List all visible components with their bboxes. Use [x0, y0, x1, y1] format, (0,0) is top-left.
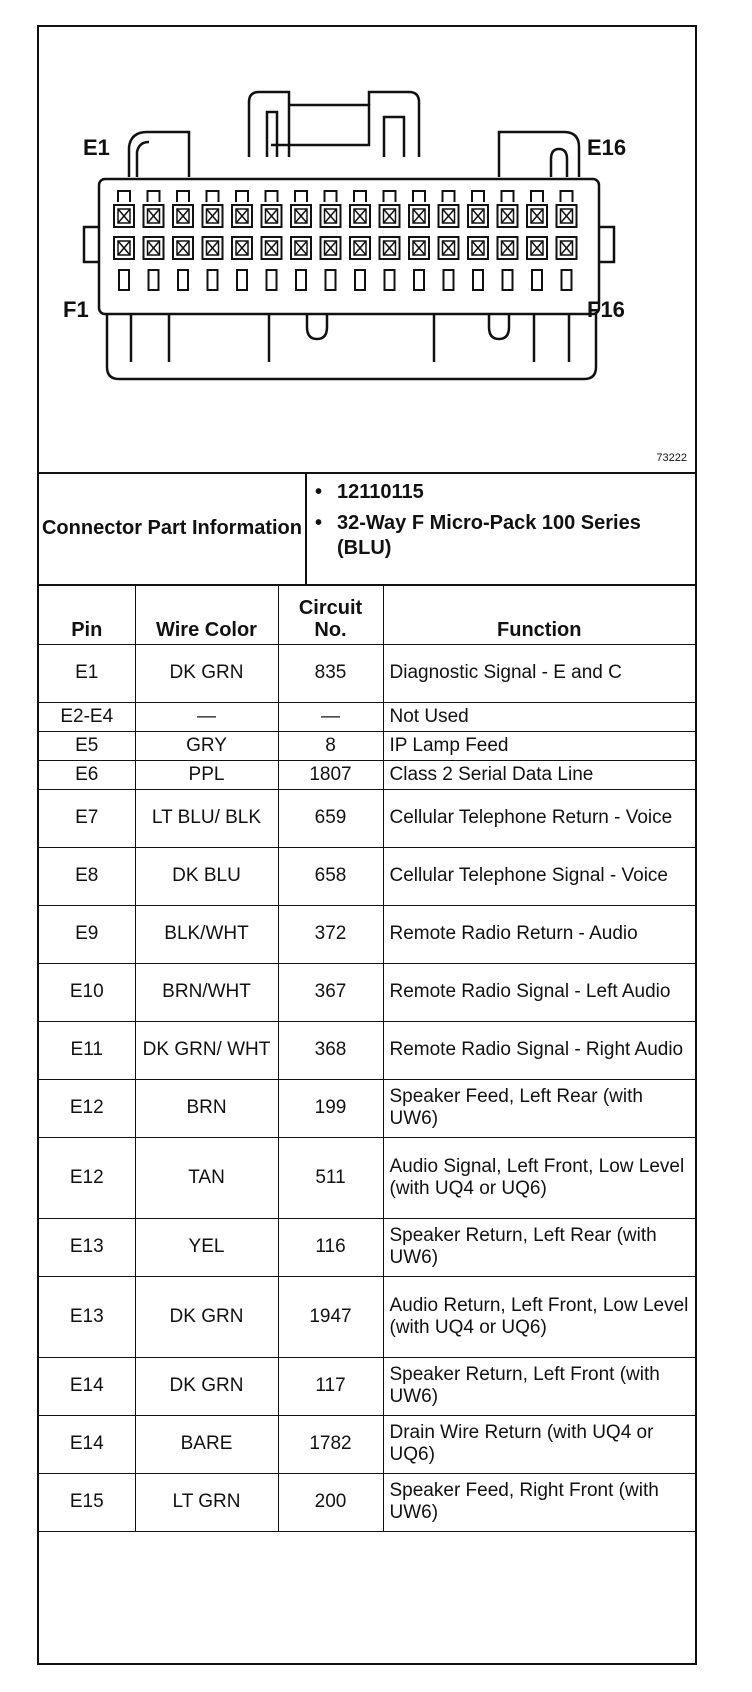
pin-latch: [502, 191, 514, 202]
cell-pin: E14: [39, 1357, 135, 1415]
table-row: [39, 1473, 695, 1531]
cell-function: Cellular Telephone Return - Voice: [383, 789, 695, 847]
table-row: [39, 789, 695, 847]
cell-wire-color: BLK/WHT: [135, 905, 278, 963]
pin-slot: [562, 270, 572, 290]
cell-pin: E2-E4: [39, 702, 135, 731]
bullet-connector-type: • 32-Way F Micro-Pack 100 Series (BLU): [315, 512, 641, 559]
pin-latch: [236, 191, 248, 202]
cell-pin: E8: [39, 847, 135, 905]
pin-label-f1: F1: [63, 297, 89, 322]
cell-pin: E10: [39, 963, 135, 1021]
pin-slot: [473, 270, 483, 290]
pin-slot: [414, 270, 424, 290]
cell-wire-color: DK BLU: [135, 847, 278, 905]
cell-circuit: 1807: [278, 760, 383, 789]
cell-wire-color: —: [135, 702, 278, 731]
connector-info-bullets: [307, 480, 691, 567]
table-row: [39, 905, 695, 963]
pin-slot: [296, 270, 306, 290]
cell-pin: E11: [39, 1021, 135, 1079]
cell-function: Speaker Feed, Right Front (with UW6): [383, 1473, 695, 1531]
figure-number: 73222: [656, 452, 687, 464]
cell-pin: E12: [39, 1079, 135, 1137]
pin-latch: [177, 191, 189, 202]
table-row: [39, 731, 695, 760]
cell-wire-color: BRN: [135, 1079, 278, 1137]
table-row: [39, 1021, 695, 1079]
table-row: [39, 1276, 695, 1357]
table-row: [39, 1357, 695, 1415]
pin-slot: [237, 270, 247, 290]
pin-slot: [355, 270, 365, 290]
pin-slot: [385, 270, 395, 290]
pin-label-f16: F16: [587, 297, 625, 322]
cell-circuit: 199: [278, 1079, 383, 1137]
cell-pin: E14: [39, 1415, 135, 1473]
header-pin: Pin: [39, 584, 135, 644]
cell-function: Speaker Return, Left Rear (with UW6): [383, 1218, 695, 1276]
cell-pin: E5: [39, 731, 135, 760]
cell-pin: E13: [39, 1218, 135, 1276]
cell-function: Drain Wire Return (with UQ4 or UQ6): [383, 1415, 695, 1473]
connector-drawing: [39, 27, 695, 472]
cell-circuit: 659: [278, 789, 383, 847]
cell-circuit: 658: [278, 847, 383, 905]
pin-latch: [561, 191, 573, 202]
bullet-part-number: • 12110115: [315, 481, 424, 503]
connector-diagram: [39, 27, 695, 474]
pin-slot: [149, 270, 159, 290]
table-header-row: [39, 584, 695, 644]
cell-pin: E6: [39, 760, 135, 789]
pin-slot: [444, 270, 454, 290]
header-function: Function: [383, 584, 695, 644]
cell-function: Class 2 Serial Data Line: [383, 760, 695, 789]
connector-part-info: [39, 472, 695, 586]
pin-table: [39, 584, 695, 1532]
cell-wire-color: LT BLU/ BLK: [135, 789, 278, 847]
table-row: [39, 847, 695, 905]
cell-circuit: 1947: [278, 1276, 383, 1357]
cell-wire-color: GRY: [135, 731, 278, 760]
cell-pin: E15: [39, 1473, 135, 1531]
table-row: [39, 1137, 695, 1218]
table-row: [39, 963, 695, 1021]
connector-info-label: Connector Part Information: [39, 472, 307, 584]
cell-function: Remote Radio Signal - Right Audio: [383, 1021, 695, 1079]
pin-slot: [503, 270, 513, 290]
table-row: [39, 644, 695, 702]
cell-wire-color: LT GRN: [135, 1473, 278, 1531]
cell-wire-color: DK GRN: [135, 644, 278, 702]
cell-circuit: 1782: [278, 1415, 383, 1473]
header-circuit: Circuit No.: [278, 584, 383, 644]
pin-slot: [326, 270, 336, 290]
table-row: [39, 1079, 695, 1137]
cell-function: Cellular Telephone Signal - Voice: [383, 847, 695, 905]
cell-function: Speaker Return, Left Front (with UW6): [383, 1357, 695, 1415]
pin-slot: [267, 270, 277, 290]
cell-pin: E12: [39, 1137, 135, 1218]
cell-pin: E13: [39, 1276, 135, 1357]
cell-circuit: 372: [278, 905, 383, 963]
pin-latch: [354, 191, 366, 202]
cell-pin: E7: [39, 789, 135, 847]
cell-wire-color: DK GRN/ WHT: [135, 1021, 278, 1079]
pin-slot: [208, 270, 218, 290]
header-wire-color: Wire Color: [135, 584, 278, 644]
table-row: [39, 1218, 695, 1276]
cell-wire-color: PPL: [135, 760, 278, 789]
table-row: [39, 702, 695, 731]
cell-function: Diagnostic Signal - E and C: [383, 644, 695, 702]
cell-circuit: 117: [278, 1357, 383, 1415]
pin-latch: [472, 191, 484, 202]
cell-circuit: —: [278, 702, 383, 731]
cell-function: Audio Signal, Left Front, Low Level (with UQ4 or UQ6): [383, 1137, 695, 1218]
cell-function: Remote Radio Return - Audio: [383, 905, 695, 963]
cell-wire-color: TAN: [135, 1137, 278, 1218]
connector-sheet: [37, 25, 697, 1665]
cell-wire-color: DK GRN: [135, 1357, 278, 1415]
cell-function: IP Lamp Feed: [383, 731, 695, 760]
pin-latch: [295, 191, 307, 202]
cell-function: Not Used: [383, 702, 695, 731]
cell-circuit: 8: [278, 731, 383, 760]
pin-label-e16: E16: [587, 135, 627, 160]
cell-function: Audio Return, Left Front, Low Level (with UQ4 or UQ6): [383, 1276, 695, 1357]
cell-circuit: 368: [278, 1021, 383, 1079]
cell-circuit: 200: [278, 1473, 383, 1531]
pin-latch: [443, 191, 455, 202]
cell-wire-color: BRN/WHT: [135, 963, 278, 1021]
pin-latch: [118, 191, 130, 202]
cell-wire-color: YEL: [135, 1218, 278, 1276]
cell-function: Remote Radio Signal - Left Audio: [383, 963, 695, 1021]
pin-latch: [148, 191, 160, 202]
pin-latch: [325, 191, 337, 202]
pin-slot: [532, 270, 542, 290]
table-row: [39, 1415, 695, 1473]
pin-latch: [207, 191, 219, 202]
pin-latch: [384, 191, 396, 202]
cell-circuit: 116: [278, 1218, 383, 1276]
cell-circuit: 511: [278, 1137, 383, 1218]
pin-label-e1: E1: [83, 135, 110, 160]
cell-circuit: 835: [278, 644, 383, 702]
cell-circuit: 367: [278, 963, 383, 1021]
pin-latch: [266, 191, 278, 202]
cell-pin: E1: [39, 644, 135, 702]
pin-latch: [531, 191, 543, 202]
pin-latch: [413, 191, 425, 202]
pin-slot: [119, 270, 129, 290]
cell-wire-color: BARE: [135, 1415, 278, 1473]
cell-wire-color: DK GRN: [135, 1276, 278, 1357]
table-row: [39, 760, 695, 789]
cell-pin: E9: [39, 905, 135, 963]
pin-slot: [178, 270, 188, 290]
cell-function: Speaker Feed, Left Rear (with UW6): [383, 1079, 695, 1137]
